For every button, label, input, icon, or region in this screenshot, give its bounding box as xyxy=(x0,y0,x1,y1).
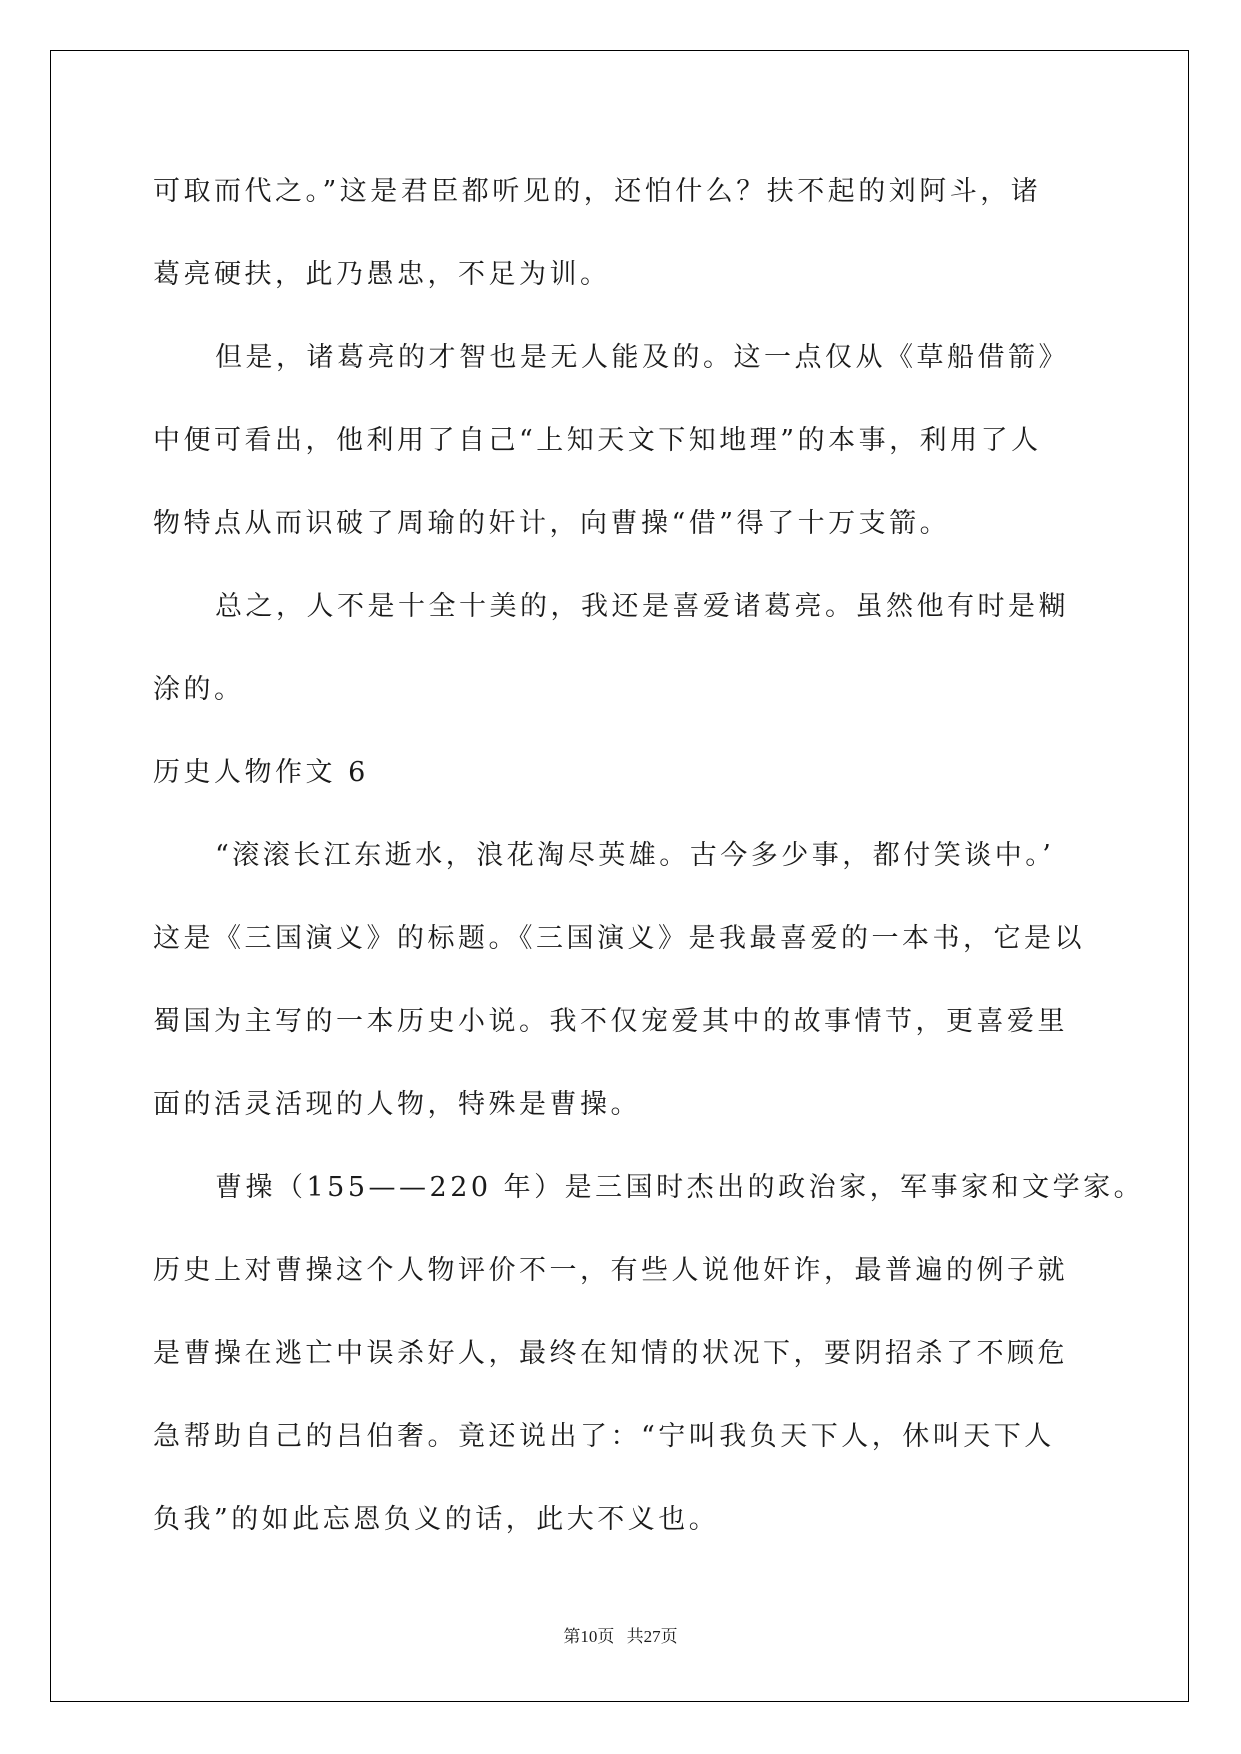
text-line: 是曹操在逃亡中误杀好人，最终在知情的状况下，要阴招杀了不顾危 xyxy=(153,1338,1068,1369)
text-line: 面的活灵活现的人物，特殊是曹操。 xyxy=(153,1089,641,1120)
page-number: 第10页 xyxy=(563,1627,615,1646)
text-line: 中便可看出，他利用了自己“上知天文下知地理”的本事，利用了人 xyxy=(153,425,1042,456)
text-line: 历史上对曹操这个人物评价不一，有些人说他奸诈，最普遍的例子就 xyxy=(153,1255,1068,1286)
text-line: 物特点从而识破了周瑜的奸计，向曹操“借”得了十万支箭。 xyxy=(153,508,951,539)
text-line: 涂的。 xyxy=(153,674,245,705)
text-line: 可取而代之。”这是君臣都听见的，还怕什么？扶不起的刘阿斗，诸 xyxy=(153,176,1042,207)
document-body xyxy=(153,150,1145,1561)
text-line: 负我”的如此忘恩负义的话，此大不义也。 xyxy=(153,1504,720,1535)
text-line: 曹操（155——220 年）是三国时杰出的政治家，军事家和文学家。 xyxy=(215,1172,1145,1203)
text-line: 总之，人不是十全十美的，我还是喜爱诸葛亮。虽然他有时是糊 xyxy=(215,591,1069,622)
text-line: 葛亮硬扶，此乃愚忠，不足为训。 xyxy=(153,259,611,290)
text-line: 蜀国为主写的一本历史小说。我不仅宠爱其中的故事情节，更喜爱里 xyxy=(153,1006,1068,1037)
section-heading: 历史人物作文 6 xyxy=(153,757,369,788)
text-line: “滚滚长江东逝水，浪花淘尽英雄。古今多少事，都付笑谈中。’ xyxy=(215,840,1055,871)
page-footer xyxy=(0,1622,1241,1647)
text-line: 急帮助自己的吕伯奢。竟还说出了：“宁叫我负天下人，休叫天下人 xyxy=(153,1421,1055,1452)
page-total: 共27页 xyxy=(626,1627,678,1646)
text-line: 但是，诸葛亮的才智也是无人能及的。这一点仅从《草船借箭》 xyxy=(215,342,1069,373)
text-line: 这是《三国演义》的标题。《三国演义》是我最喜爱的一本书，它是以 xyxy=(153,923,1085,954)
